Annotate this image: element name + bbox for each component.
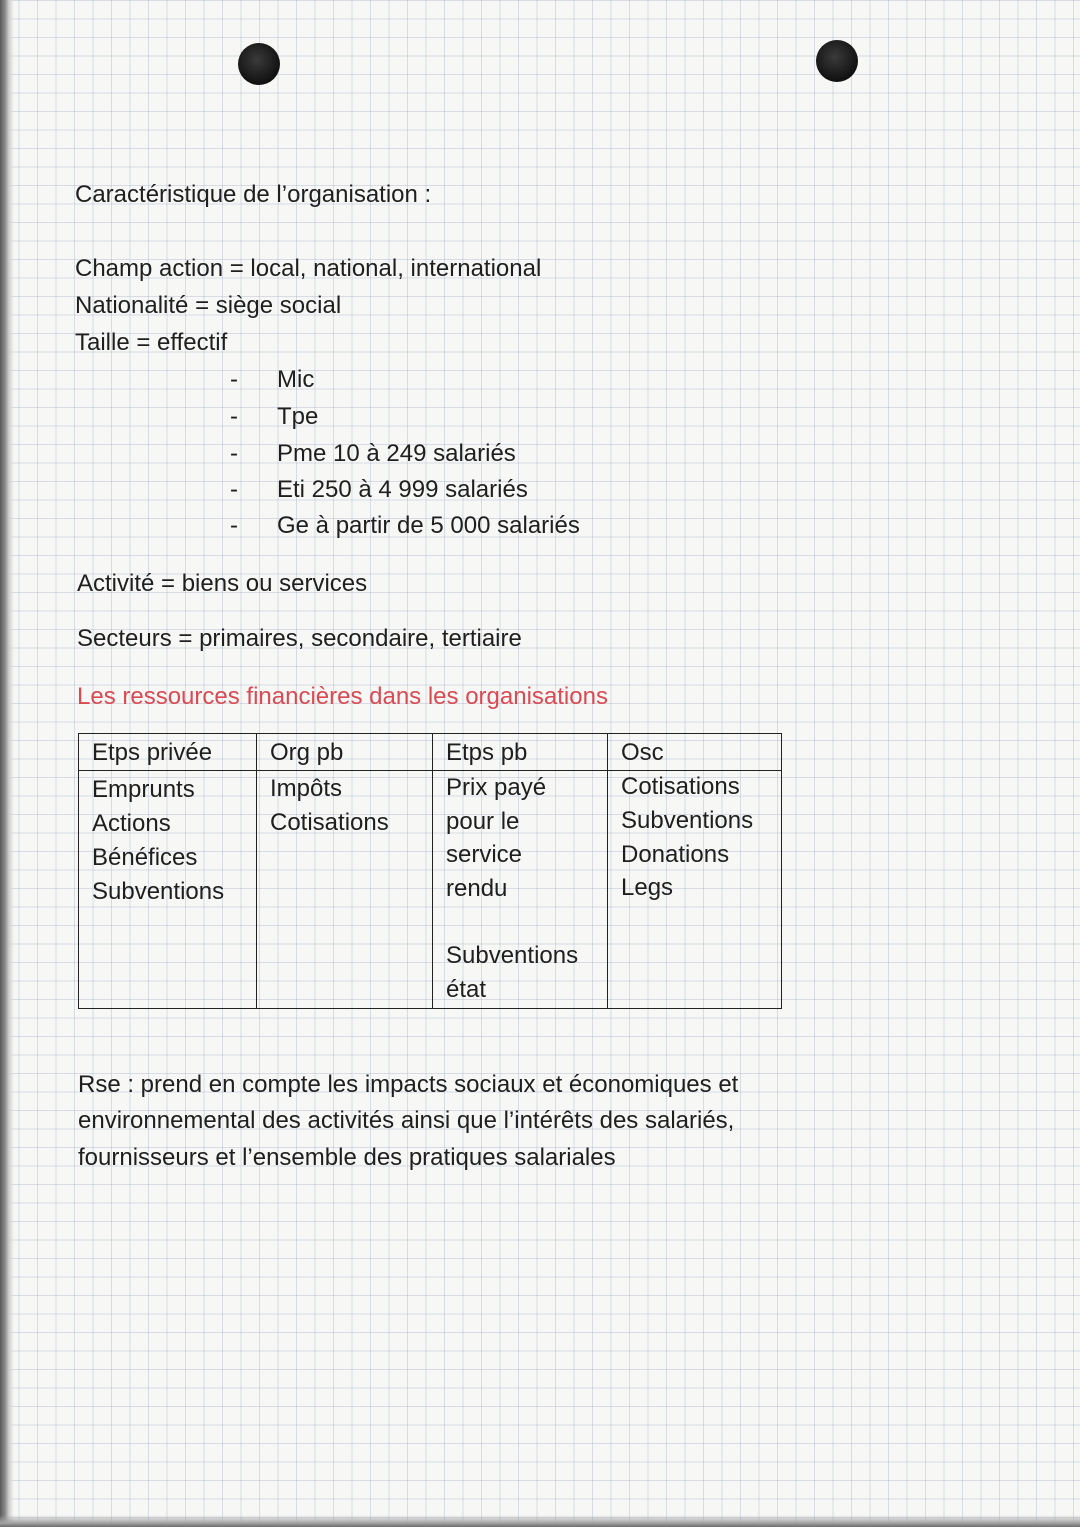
punch-hole-right — [816, 40, 858, 82]
table-cell: rendu — [446, 875, 508, 902]
table-header: Osc — [621, 739, 664, 766]
finance-table — [78, 733, 782, 1009]
page-edge-bottom — [0, 1515, 1080, 1527]
table-column-etps-privee — [79, 734, 256, 1008]
table-column-etps-pb — [432, 734, 607, 1008]
table-cell: Cotisations — [270, 809, 389, 836]
table-cell: Subventions — [621, 807, 754, 834]
table-cell: Cotisations — [621, 773, 740, 800]
table-cell: Bénéfices — [92, 844, 198, 871]
table-cell: Actions — [92, 810, 171, 837]
page-edge — [0, 0, 14, 1527]
definition-taille: Taille = effectif — [75, 329, 228, 356]
size-item: Eti 250 à 4 999 salariés — [277, 476, 528, 503]
table-cell: Prix payé — [446, 774, 547, 801]
bullet-mark: - — [230, 512, 238, 539]
bullet-mark: - — [230, 476, 238, 503]
size-item: Pme 10 à 249 salariés — [277, 440, 516, 467]
table-cell: Impôts — [270, 775, 343, 802]
definition-activite: Activité = biens ou services — [77, 570, 368, 597]
bullet-mark: - — [230, 403, 238, 430]
table-cell: pour le — [446, 808, 520, 835]
bullet-mark: - — [230, 366, 238, 393]
table-header: Etps privée — [92, 739, 213, 766]
table-cell: état — [446, 976, 487, 1003]
size-item: Ge à partir de 5 000 salariés — [277, 512, 580, 539]
size-item: Mic — [277, 366, 315, 393]
table-header: Etps pb — [446, 739, 528, 766]
table-cell: service — [446, 841, 523, 868]
definition-nationalite: Nationalité = siège social — [75, 292, 342, 319]
punch-hole-left — [238, 43, 280, 85]
table-cell: Subventions — [92, 878, 225, 905]
table-cell: Donations — [621, 841, 730, 868]
rse-line: Rse : prend en compte les impacts sociaux et économiques et — [78, 1071, 739, 1098]
rse-line: fournisseurs et l’ensemble des pratiques salariales — [78, 1144, 616, 1171]
page-title: Caractéristique de l’organisation : — [75, 181, 432, 208]
section-heading: Les ressources financières dans les organisations — [77, 683, 608, 710]
table-cell: Emprunts — [92, 776, 195, 803]
definition-secteurs: Secteurs = primaires, secondaire, tertiaire — [77, 625, 522, 652]
table-column-osc — [607, 734, 783, 1008]
rse-line: environnemental des activités ainsi que l’intérêts des salariés, — [78, 1107, 735, 1134]
bullet-mark: - — [230, 440, 238, 467]
table-column-org-pb — [256, 734, 432, 1008]
size-item: Tpe — [277, 403, 319, 430]
table-header: Org pb — [270, 739, 344, 766]
table-cell: Legs — [621, 874, 674, 901]
table-cell: Subventions — [446, 942, 579, 969]
definition-champ: Champ action = local, national, international — [75, 255, 542, 282]
